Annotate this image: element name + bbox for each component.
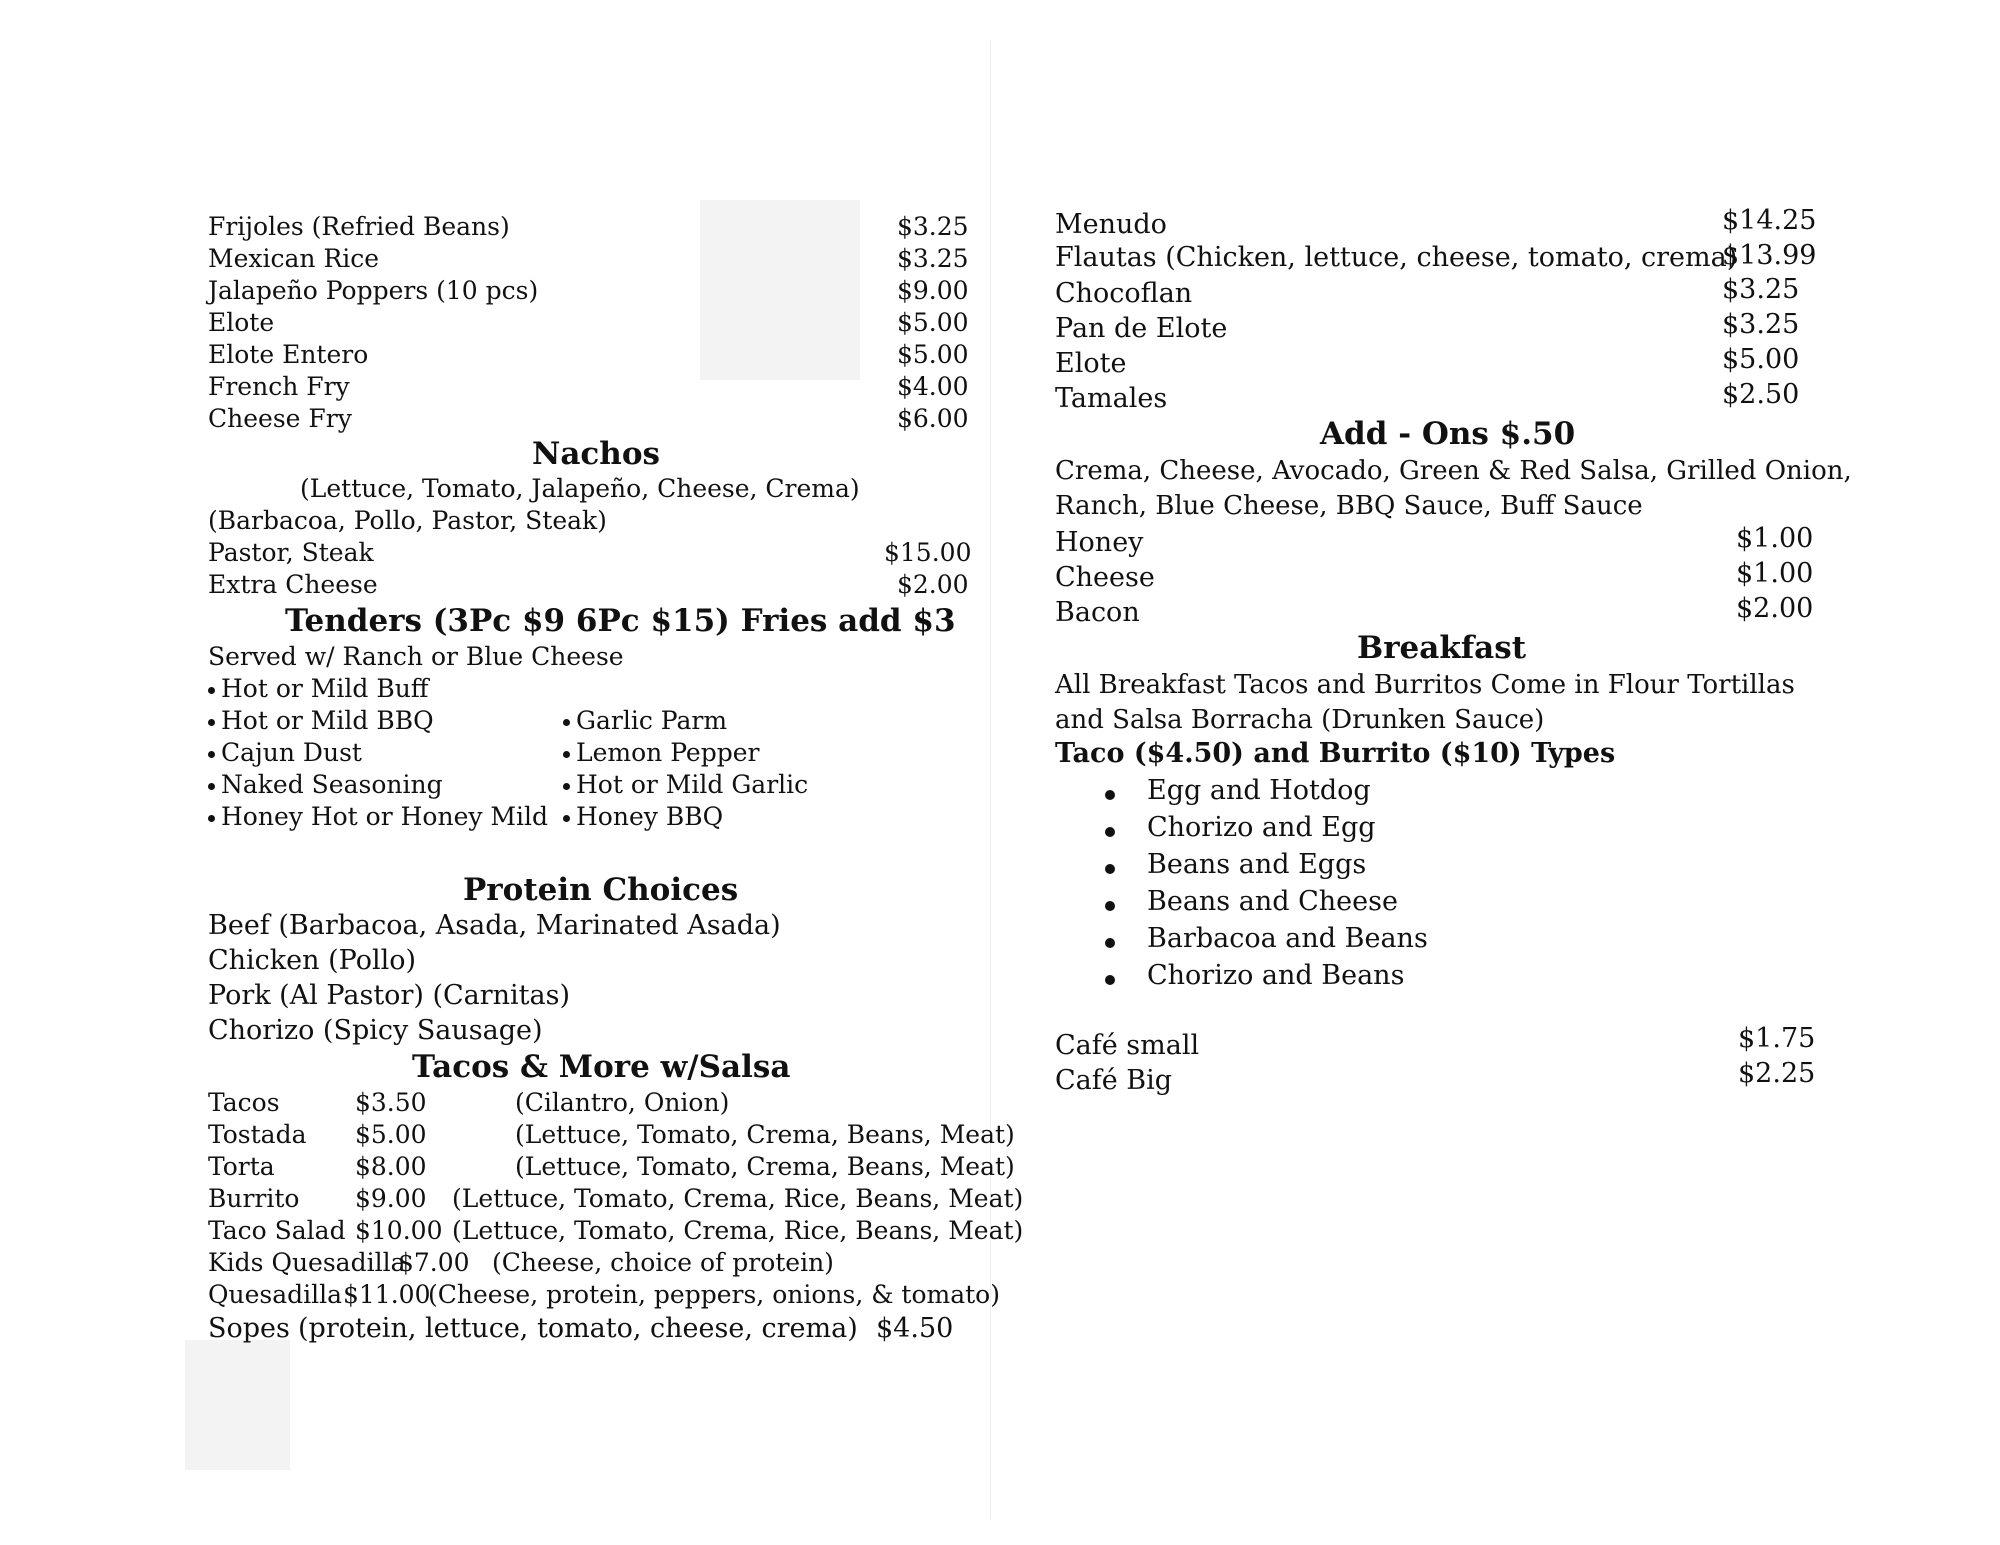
menu-item-name: Tamales bbox=[1055, 383, 1168, 414]
tenders-heading: Tenders (3Pc $9 6Pc $15) Fries add $3 bbox=[285, 603, 956, 639]
taco-row-price: $11.00 bbox=[343, 1280, 431, 1309]
menu-item-name: French Fry bbox=[208, 372, 350, 401]
taco-row-desc: (Lettuce, Tomato, Crema, Beans, Meat) bbox=[515, 1152, 1015, 1181]
nachos-description: (Lettuce, Tomato, Jalapeño, Cheese, Crema) bbox=[300, 474, 860, 503]
menu-item-name: Cheese bbox=[1055, 562, 1155, 593]
tenders-flavor bbox=[208, 674, 429, 704]
bullet-icon bbox=[563, 783, 570, 790]
menu-item-price: $3.25 bbox=[1722, 274, 1800, 305]
breakfast-type-item: Chorizo and Beans bbox=[1147, 960, 1405, 991]
menu-item-name: Pan de Elote bbox=[1055, 313, 1228, 344]
taco-row-name: Tostada bbox=[208, 1120, 307, 1149]
menu-item-name: Cheese Fry bbox=[208, 404, 352, 433]
tenders-flavor bbox=[208, 770, 443, 800]
menu-item-price: $1.00 bbox=[1736, 523, 1814, 554]
breakfast-type-item: Barbacoa and Beans bbox=[1147, 923, 1428, 954]
menu-item-price: $13.99 bbox=[1722, 240, 1817, 271]
taco-row-name: Taco Salad bbox=[208, 1216, 346, 1245]
menu-item-price: $5.00 bbox=[897, 340, 969, 369]
tenders-flavor bbox=[208, 738, 362, 768]
taco-row-desc: (Cheese, choice of protein) bbox=[492, 1248, 834, 1277]
menu-item-price: $3.25 bbox=[1722, 309, 1800, 340]
menu-item-price: $1.75 bbox=[1738, 1023, 1816, 1054]
menu-item-name: Elote Entero bbox=[208, 340, 369, 369]
menu-item-price: $1.00 bbox=[1736, 558, 1814, 589]
protein-item: Chicken (Pollo) bbox=[208, 945, 417, 976]
tenders-flavor-label: Hot or Mild Buff bbox=[221, 674, 429, 703]
menu-item-name: Honey bbox=[1055, 527, 1144, 558]
menu-item-price: $15.00 bbox=[884, 538, 972, 567]
breakfast-types-heading: Taco ($4.50) and Burrito ($10) Types bbox=[1055, 738, 1616, 769]
breakfast-type-item: Beans and Cheese bbox=[1147, 886, 1398, 917]
nachos-heading: Nachos bbox=[532, 436, 660, 472]
addons-list-line: Crema, Cheese, Avocado, Green & Red Salsa, Grilled Onion, bbox=[1055, 456, 1852, 486]
menu-item-price: $6.00 bbox=[897, 404, 969, 433]
taco-row-desc: (Cheese, protein, peppers, onions, & tomato) bbox=[428, 1280, 1000, 1309]
bullet-icon bbox=[1105, 864, 1115, 874]
menu-item-price: $2.00 bbox=[897, 570, 969, 599]
bullet-icon bbox=[1105, 827, 1115, 837]
menu-item-price: $9.00 bbox=[897, 276, 969, 305]
taco-row-name: Tacos bbox=[208, 1088, 280, 1117]
protein-heading: Protein Choices bbox=[463, 872, 739, 908]
bullet-icon bbox=[1105, 938, 1115, 948]
protein-item: Pork (Al Pastor) (Carnitas) bbox=[208, 980, 571, 1011]
breakfast-type-item: Chorizo and Egg bbox=[1147, 812, 1376, 843]
taco-row-price: $9.00 bbox=[355, 1184, 427, 1213]
menu-item-price: $5.00 bbox=[1722, 344, 1800, 375]
menu-item-name: Café Big bbox=[1055, 1065, 1173, 1096]
menu-item-name: Flautas (Chicken, lettuce, cheese, tomato, crema) bbox=[1055, 242, 1738, 273]
watermark-block bbox=[185, 1340, 290, 1470]
menu-item-price: $2.00 bbox=[1736, 593, 1814, 624]
menu-item-price: $3.25 bbox=[897, 212, 969, 241]
menu-item-price: $2.50 bbox=[1722, 379, 1800, 410]
bullet-icon bbox=[1105, 790, 1115, 800]
menu-item-price: $5.00 bbox=[897, 308, 969, 337]
tenders-flavor bbox=[208, 802, 548, 832]
tenders-flavor-label: Naked Seasoning bbox=[221, 770, 443, 799]
addons-list-line: Ranch, Blue Cheese, BBQ Sauce, Buff Sauce bbox=[1055, 491, 1643, 521]
bullet-icon bbox=[208, 815, 215, 822]
menu-item-name: Menudo bbox=[1055, 209, 1167, 240]
tenders-flavor-label: Hot or Mild BBQ bbox=[221, 706, 434, 735]
addons-heading: Add - Ons $.50 bbox=[1320, 416, 1576, 452]
taco-row-name: Torta bbox=[208, 1152, 275, 1181]
nachos-meats: (Barbacoa, Pollo, Pastor, Steak) bbox=[208, 506, 607, 535]
taco-row-name: Burrito bbox=[208, 1184, 300, 1213]
bullet-icon bbox=[1105, 975, 1115, 985]
taco-row-desc: (Lettuce, Tomato, Crema, Rice, Beans, Meat) bbox=[452, 1216, 1024, 1245]
taco-row-name: Kids Quesadilla bbox=[208, 1248, 406, 1277]
taco-row-price: $8.00 bbox=[355, 1152, 427, 1181]
tenders-flavor bbox=[563, 738, 759, 768]
taco-row-price: $10.00 bbox=[355, 1216, 443, 1245]
breakfast-note: and Salsa Borracha (Drunken Sauce) bbox=[1055, 705, 1545, 735]
menu-item-name: Extra Cheese bbox=[208, 570, 378, 599]
tenders-flavor-label: Cajun Dust bbox=[221, 738, 362, 767]
tenders-flavor-label: Hot or Mild Garlic bbox=[576, 770, 809, 799]
menu-item-name: Mexican Rice bbox=[208, 244, 380, 273]
protein-item: Beef (Barbacoa, Asada, Marinated Asada) bbox=[208, 910, 781, 941]
menu-item-name: Elote bbox=[208, 308, 275, 337]
breakfast-heading: Breakfast bbox=[1357, 630, 1527, 666]
watermark-block bbox=[700, 200, 860, 380]
taco-row-desc: (Cilantro, Onion) bbox=[515, 1088, 730, 1117]
taco-row-name: Sopes bbox=[208, 1313, 290, 1344]
tenders-flavor-label: Lemon Pepper bbox=[576, 738, 760, 767]
breakfast-type-item: Egg and Hotdog bbox=[1147, 775, 1371, 806]
bullet-icon bbox=[208, 783, 215, 790]
menu-item-name: Pastor, Steak bbox=[208, 538, 374, 567]
menu-item-name: Jalapeño Poppers (10 pcs) bbox=[208, 276, 539, 305]
menu-item-name: Bacon bbox=[1055, 597, 1140, 628]
menu-item-price: $2.25 bbox=[1738, 1058, 1816, 1089]
tenders-flavor-label: Garlic Parm bbox=[576, 706, 728, 735]
tenders-flavor bbox=[208, 706, 434, 736]
breakfast-type-item: Beans and Eggs bbox=[1147, 849, 1367, 880]
taco-row-desc: (Lettuce, Tomato, Crema, Rice, Beans, Meat) bbox=[452, 1184, 1024, 1213]
tenders-flavor-label: Honey Hot or Honey Mild bbox=[221, 802, 549, 831]
protein-item: Chorizo (Spicy Sausage) bbox=[208, 1015, 543, 1046]
bullet-icon bbox=[563, 815, 570, 822]
bullet-icon bbox=[208, 687, 215, 694]
taco-row-price: $3.50 bbox=[355, 1088, 427, 1117]
bullet-icon bbox=[563, 751, 570, 758]
taco-row-desc: (Lettuce, Tomato, Crema, Beans, Meat) bbox=[515, 1120, 1015, 1149]
breakfast-note: All Breakfast Tacos and Burritos Come in Flour Tortillas bbox=[1055, 670, 1795, 700]
bullet-icon bbox=[208, 751, 215, 758]
tenders-flavor-label: Honey BBQ bbox=[576, 802, 724, 831]
bullet-icon bbox=[563, 719, 570, 726]
tenders-flavor bbox=[563, 770, 808, 800]
taco-row-price: $5.00 bbox=[355, 1120, 427, 1149]
bullet-icon bbox=[1105, 901, 1115, 911]
tenders-served-with: Served w/ Ranch or Blue Cheese bbox=[208, 642, 624, 671]
tacos-heading: Tacos & More w/Salsa bbox=[412, 1049, 791, 1085]
menu-item-name: Elote bbox=[1055, 348, 1127, 379]
taco-row-desc: (protein, lettuce, tomato, cheese, crema) bbox=[298, 1313, 858, 1344]
taco-row-price: $4.50 bbox=[876, 1313, 954, 1344]
taco-row-price: $7.00 bbox=[398, 1248, 470, 1277]
bullet-icon bbox=[208, 719, 215, 726]
menu-item-name: Frijoles (Refried Beans) bbox=[208, 212, 510, 241]
menu-item-name: Chocoflan bbox=[1055, 278, 1193, 309]
menu-item-name: Café small bbox=[1055, 1030, 1200, 1061]
menu-item-price: $14.25 bbox=[1722, 205, 1817, 236]
tenders-flavor bbox=[563, 706, 727, 736]
tenders-flavor bbox=[563, 802, 723, 832]
menu-item-price: $4.00 bbox=[897, 372, 969, 401]
menu-item-price: $3.25 bbox=[897, 244, 969, 273]
taco-row-name: Quesadilla bbox=[208, 1280, 343, 1309]
